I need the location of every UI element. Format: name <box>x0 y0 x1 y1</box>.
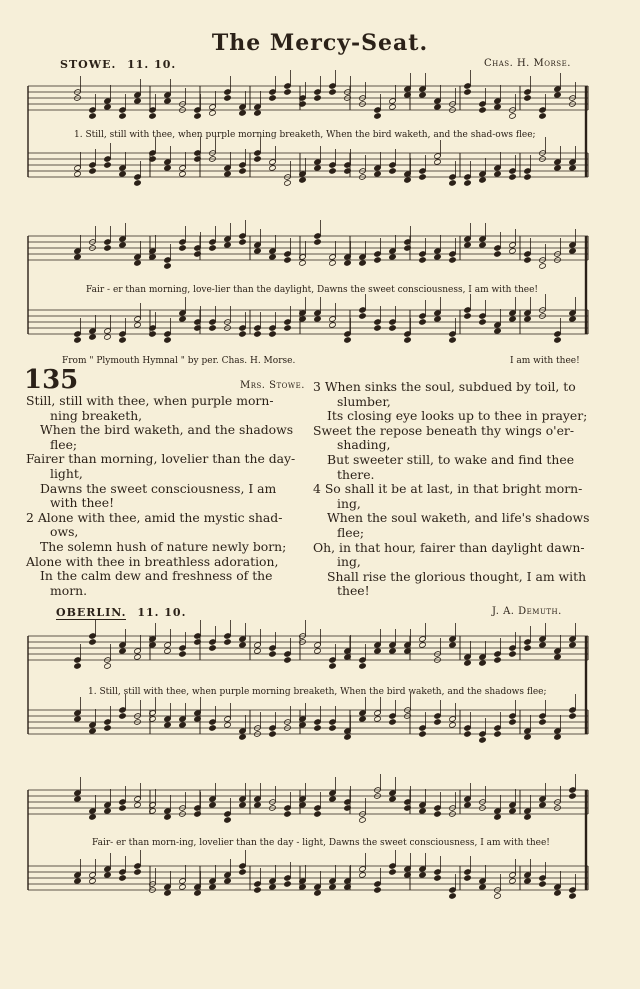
tune2-title: OBERLIN. <box>56 606 127 619</box>
tune2-composer: J. A. Demuth. <box>492 606 562 617</box>
tune1-credit: From " Plymouth Hymnal " by per. Chas. H. Morse. <box>62 356 296 366</box>
treble-staff <box>28 620 588 734</box>
verses-right-column <box>313 380 623 599</box>
verse-line: The solemn hush of nature newly born; <box>40 538 287 554</box>
tune1-lyric-line2: Fair - er than morning, love-lier than the daylight, Dawns the sweet consciousness, I am with thee! <box>86 285 539 295</box>
verse-line: flee; <box>337 524 365 540</box>
verse-line: When the bird waketh, and the shadows <box>40 422 294 438</box>
verse-line: Alone with thee in breathless adoration, <box>26 553 279 569</box>
verse-line: ing, <box>337 554 361 570</box>
verse-line: 2 Alone with thee, amid the mystic shad- <box>26 509 283 525</box>
verse-line: ning breaketh, <box>50 407 143 423</box>
tune1-lyric-line1: 1. Still, still with thee, when purple morning breaketh, When the bird waketh, and the shad-ows flee; <box>74 130 536 140</box>
tune1-echo-lyric: I am with thee! <box>510 356 580 366</box>
tune2-lyric-line2: Fair- er than morn-ing, lovelier than the day - light, Dawns the sweet consciousness, I am with thee! <box>92 838 550 848</box>
bass-staff <box>28 850 588 899</box>
hymn-number: 135 <box>24 365 79 395</box>
verse-line: Shall rise the glorious thought, I am with <box>327 568 587 584</box>
treble-staff <box>28 220 588 334</box>
bass-staff <box>28 137 588 186</box>
tune2-name <box>56 606 186 619</box>
bass-staff <box>28 294 588 343</box>
verse-line: 3 When sinks the soul, subdued by toil, to <box>313 379 576 394</box>
verse-line: Still, still with thee, when purple morn- <box>26 393 274 408</box>
verse-line: ows, <box>50 524 79 540</box>
bass-staff <box>28 694 588 743</box>
treble-staff <box>28 70 588 177</box>
verse-line: shading, <box>337 437 391 453</box>
verse-line: light, <box>50 465 83 481</box>
tune1-meter: 11. 10. <box>127 58 177 71</box>
verse-line: Fairer than morning, lovelier than the day- <box>26 451 296 467</box>
verse-line: flee; <box>50 436 78 452</box>
tune1-composer: Chas. H. Morse. <box>484 58 571 69</box>
verse-line: 4 So shall it be at last, in that bright morn- <box>313 481 583 497</box>
page-title: The Mercy-Seat. <box>211 30 429 56</box>
verse-line: Dawns the sweet consciousness, I am <box>40 480 277 496</box>
verse-line: ing, <box>337 495 361 511</box>
verse-line: with thee! <box>50 495 115 511</box>
verse-line: slumber, <box>337 393 391 409</box>
verse-line: thee! <box>337 583 370 599</box>
verse-line: When the soul waketh, and life's shadows <box>327 510 590 526</box>
verse-line: Its closing eye looks up to thee in prayer; <box>327 408 588 424</box>
verses-left-column <box>26 394 306 598</box>
verse-line: morn. <box>50 582 88 598</box>
tune2-lyric-line1: 1. Still, still with thee, when purple morning breaketh, When the bird waketh, and the shadows flee; <box>88 687 547 697</box>
hymn-author: Mrs. Stowe. <box>240 380 305 391</box>
verse-line: Oh, in that hour, fairer than daylight dawn- <box>313 539 585 555</box>
verse-line: But sweeter still, to wake and find thee <box>327 451 575 467</box>
verse-line: Sweet the repose beneath thy wings o'er- <box>313 422 575 438</box>
tune1-title: STOWE. <box>60 58 117 71</box>
verse-line: there. <box>337 466 375 482</box>
tune2-meter: 11. 10. <box>137 606 187 619</box>
verse-line: In the calm dew and freshness of the <box>40 568 273 584</box>
treble-staff <box>28 774 588 890</box>
